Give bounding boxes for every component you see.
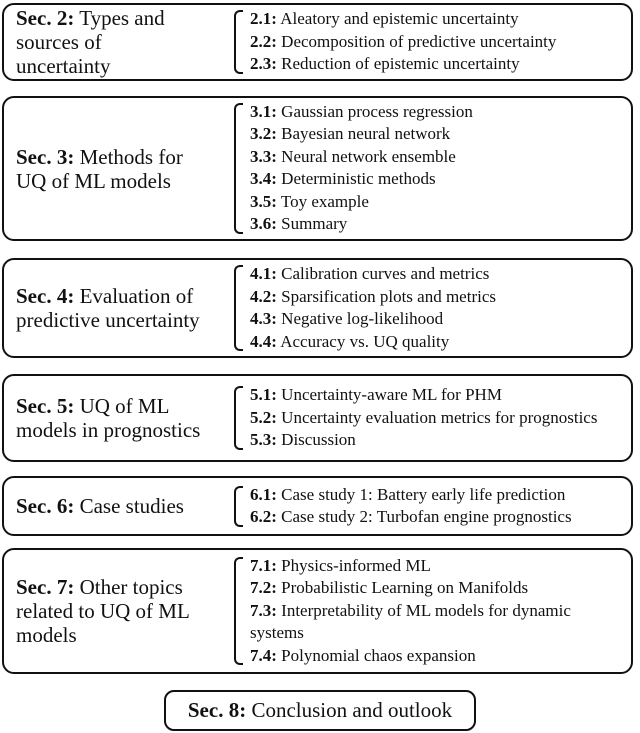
subsection-text: Aleatory and epistemic uncertainty [280,9,519,28]
section-box [2,548,633,674]
subsection-text: Sparsification plots and metrics [281,286,496,306]
subsection-number: 6.2: [250,507,277,527]
subsection-item [250,407,626,430]
subsection-number: 2.2: [250,31,277,51]
subsection-number: 7.3: [250,600,277,620]
section-label [16,494,226,518]
section-title: Methods for UQ of ML models [16,144,183,193]
section-box [2,476,633,536]
section-box [2,3,633,81]
subsection-text: Case study 2: Turbofan engine prognostics [281,507,572,527]
subsection-text: Reduction of epistemic uncertainty [281,54,520,74]
subsection-text: Negative log-likelihood [281,309,444,329]
section-title: Types and sources of uncertainty [16,6,165,78]
subsection-text: Decomposition of predictive uncertainty [281,31,557,51]
subsection-number: 3.2: [250,124,277,144]
subsection-item [250,331,626,354]
subsection-number: 2.1: [250,9,277,28]
subsection-item [250,506,626,529]
subsection-text: Summary [281,214,348,234]
section-title: UQ of ML models in prognostics [16,394,201,442]
section-number: Sec. 5: [16,394,75,418]
section-label [16,575,211,647]
subsection-list [234,263,626,353]
subsection-text: Toy example [280,191,369,211]
subsection-text: Deterministic methods [281,169,436,189]
bracket [234,486,243,527]
subsection-item [250,168,626,191]
subsection-text: Bayesian neural network [281,124,451,144]
subsection-number: 4.4: [250,331,277,351]
section-title: Evaluation of predictive uncertainty [16,284,200,332]
section-title: Conclusion and outlook [251,698,453,722]
subsection-item [250,384,626,407]
subsection-number: 2.3: [250,54,277,74]
subsection-number: 5.2: [250,407,277,427]
bracket [234,557,243,666]
subsection-item [250,191,626,214]
subsection-number: 3.5: [250,191,277,211]
subsection-text: Interpretability of ML models for dynamic systems [250,600,571,643]
subsection-text: Accuracy vs. UQ quality [280,331,450,351]
bracket [234,386,243,450]
subsection-item [250,645,626,668]
subsection-item [250,600,626,645]
subsection-text: Uncertainty-aware ML for PHM [281,385,502,404]
section-number: Sec. 8: [187,698,247,722]
subsection-number: 7.2: [250,578,277,598]
subsection-item [250,263,626,286]
subsection-number: 6.1: [250,484,277,504]
subsection-number: 5.3: [250,430,277,450]
section-label [16,394,226,442]
subsection-item [250,308,626,331]
subsection-list [234,8,626,76]
subsection-item [250,146,626,169]
subsection-item [250,286,626,309]
section-number: Sec. 2: [16,6,75,30]
section-box [2,374,633,462]
subsection-number: 3.4: [250,169,277,189]
subsection-text: Neural network ensemble [281,146,456,166]
subsection-item [250,31,626,54]
subsection-number: 4.2: [250,286,277,306]
section-8-box [164,690,476,731]
subsection-item [250,484,626,507]
subsection-list [234,101,626,237]
subsection-number: 5.1: [250,385,277,404]
subsection-item [250,429,626,452]
section-number: Sec. 6: [16,494,75,518]
subsection-text: Discussion [281,430,356,450]
subsection-text: Polynomial chaos expansion [281,645,476,665]
subsection-list [234,384,626,452]
bracket [234,103,243,235]
section-number: Sec. 3: [16,144,75,169]
subsection-item [250,8,626,31]
subsection-text: Calibration curves and metrics [281,264,490,283]
section-label [16,284,216,332]
subsection-item [250,213,626,236]
subsection-number: 4.3: [250,309,277,329]
subsection-number: 4.1: [250,264,277,283]
subsection-item [250,53,626,76]
subsection-number: 3.1: [250,101,277,121]
subsection-list [234,484,626,529]
section-title: Case studies [79,494,184,518]
subsection-number: 7.4: [250,645,277,665]
subsection-number: 3.3: [250,146,277,166]
section-label [16,6,201,78]
section-number: Sec. 7: [16,575,75,599]
subsection-number: 7.1: [250,555,277,575]
subsection-list [234,555,626,668]
subsection-text: Case study 1: Battery early life prediction [281,484,566,504]
subsection-text: Gaussian process regression [281,101,473,121]
section-box [2,258,633,358]
subsection-text: Uncertainty evaluation metrics for prognostics [281,407,598,427]
subsection-item [250,101,626,124]
section-number: Sec. 4: [16,284,75,308]
subsection-text: Probabilistic Learning on Manifolds [281,578,529,598]
section-label [16,145,216,193]
section-title: Other topics related to UQ of ML models [16,575,190,647]
subsection-item [250,555,626,578]
subsection-text: Physics-informed ML [281,555,431,575]
section-box [2,96,633,241]
bracket [234,265,243,351]
subsection-number: 3.6: [250,214,277,234]
subsection-item [250,123,626,146]
subsection-item [250,577,626,600]
bracket [234,10,243,74]
